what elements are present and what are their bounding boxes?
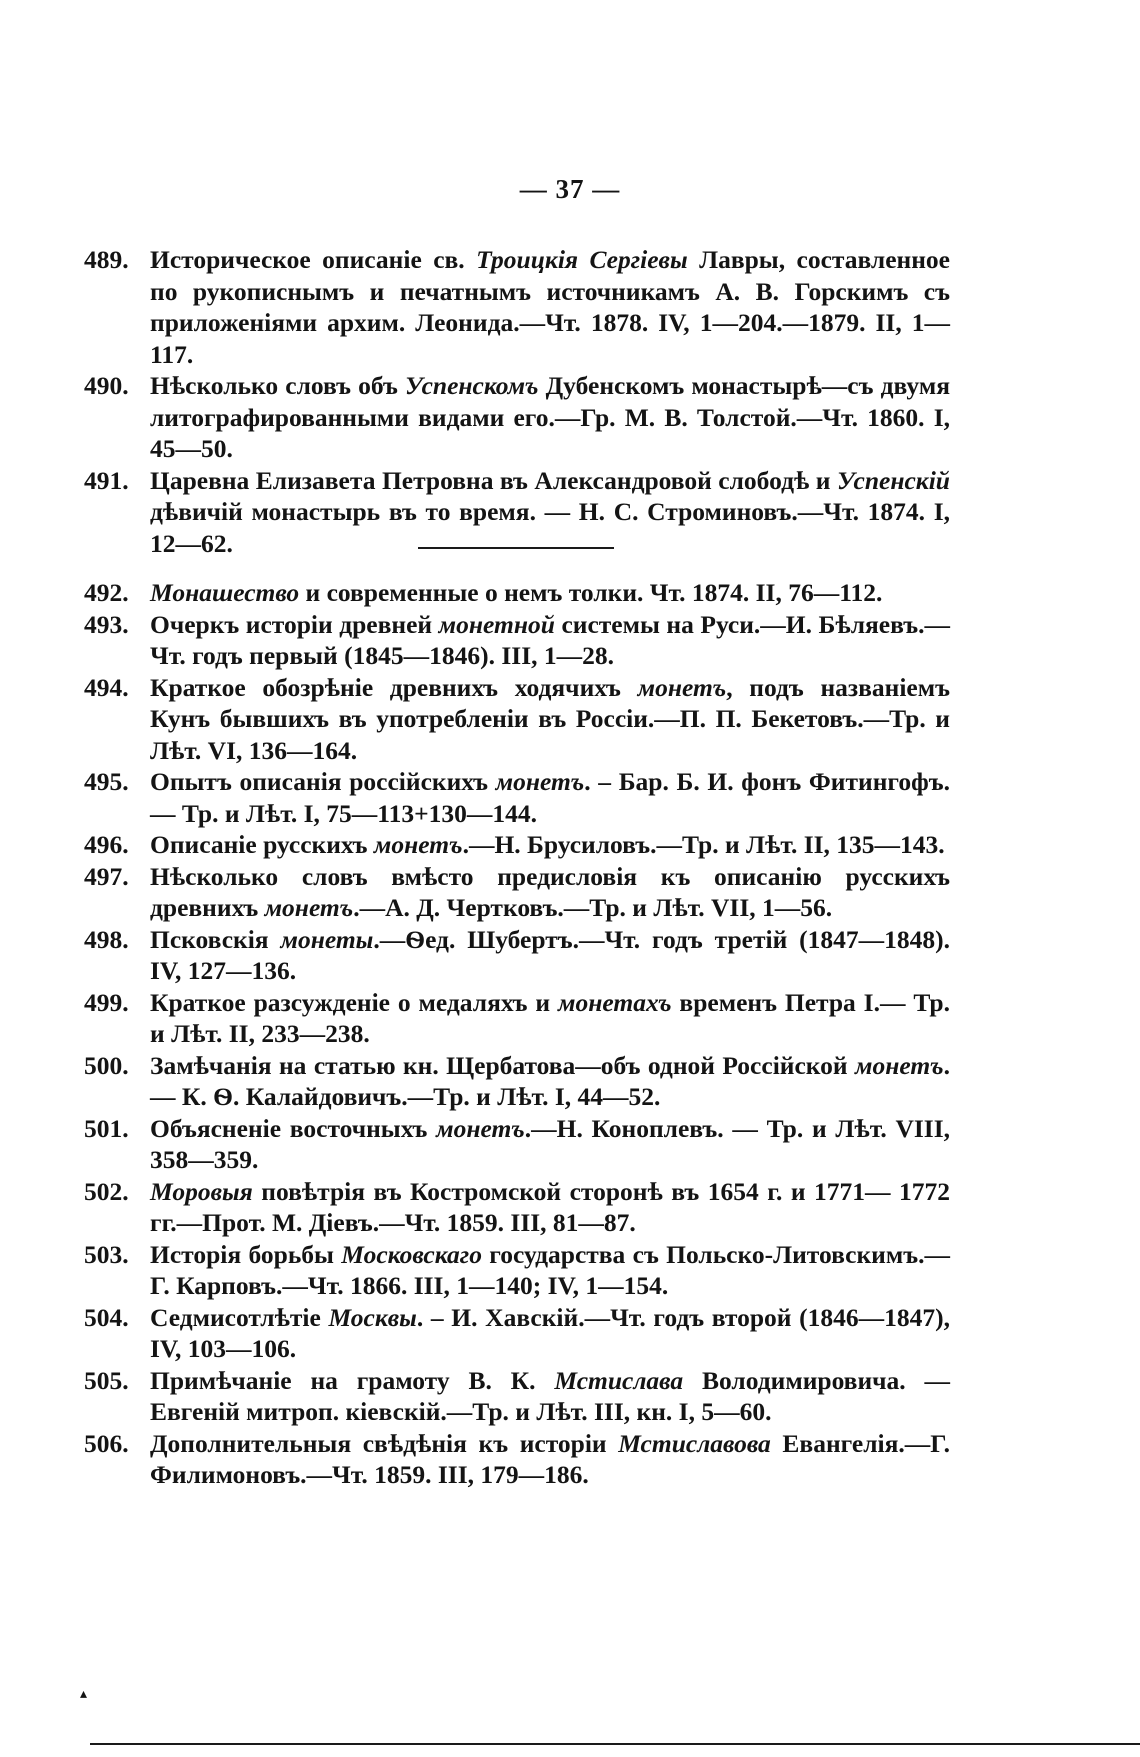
bibliography-entry	[84, 1428, 950, 1491]
entry-text: Описаніе русскихъ	[150, 830, 374, 859]
entry-number: 495.	[84, 767, 129, 796]
entry-emphasis: Мстислава	[554, 1365, 684, 1395]
entry-number: 502.	[84, 1176, 129, 1206]
entry-text: .—Н. Коноплевъ. — Тр. и Лѣт. VIII, 358—359.	[150, 1113, 951, 1174]
bibliography-entry	[84, 1302, 950, 1365]
bibliography-entry	[84, 1176, 950, 1239]
entry-emphasis: Моровыя	[150, 1176, 253, 1206]
entry-number: 489.	[84, 245, 129, 274]
bibliography-entry	[84, 370, 950, 465]
entry-text: Лавры, составленное по рукописнымъ и печатнымъ источникамъ А. В. Горскимъ съ приложеніями архим. Леонида.—Чт. 1878. IV, 1—204.—1879. II, 1—117.	[150, 245, 950, 369]
entry-number: 504.	[84, 1302, 129, 1332]
entry-number: 494.	[84, 672, 129, 702]
entry-emphasis: монетъ	[854, 1050, 944, 1080]
bibliography-entry	[84, 1239, 950, 1302]
entry-emphasis: монетъ	[495, 767, 585, 796]
entry-emphasis: монетъ	[373, 830, 463, 859]
entry-emphasis: монетахъ	[558, 987, 672, 1017]
entry-text: Седмисотлѣтіе	[150, 1302, 329, 1332]
entry-number: 498.	[84, 924, 129, 954]
bibliography-entry	[84, 244, 950, 370]
bibliography-entry	[84, 672, 950, 767]
bibliography-entry	[84, 987, 950, 1050]
entry-text: , подъ названіемъ Кунъ бывшихъ въ употребленіи въ Россіи.—П. П. Бекетовъ.—Тр. и Лѣт. VI, 136—164.	[150, 672, 950, 765]
entry-number: 492.	[84, 578, 129, 607]
entry-text: Дубенскомъ монастырѣ—съ двумя литографированными видами его.—Гр. М. В. Толстой.—Чт. 1860. I, 45—50.	[150, 371, 950, 463]
entry-number: 499.	[84, 987, 129, 1017]
entry-number: 490.	[84, 371, 129, 400]
entry-text: Псковскія	[150, 924, 281, 954]
entry-text: Замѣчанія на статью кн. Щербатова—объ одной Россійской	[150, 1050, 855, 1080]
entry-emphasis: Мстиславова	[618, 1428, 771, 1458]
entry-text: Исторія борьбы	[150, 1239, 342, 1269]
entry-emphasis: Успенскомъ	[405, 371, 539, 400]
bibliography-entry	[84, 1365, 950, 1428]
entry-text: Краткое обозрѣніе древнихъ ходячихъ	[150, 672, 638, 702]
bibliography-entry	[84, 1113, 950, 1176]
entry-emphasis: Москвы	[328, 1302, 417, 1332]
entry-text: дѣвичій монастырь въ то время. — Н. С. Строминовъ.—Чт. 1874. I, 12—62.	[150, 497, 950, 558]
entry-text: . – И. Хавскій.—Чт. годъ второй (1846—1847), IV, 103—106.	[150, 1302, 950, 1363]
entry-text: Очеркъ исторіи древней	[150, 609, 439, 639]
entry-text: и современные о немъ толки. Чт. 1874. II, 76—112.	[299, 578, 883, 607]
entry-text: Дополнительныя свѣдѣнія къ исторіи	[150, 1428, 619, 1458]
entry-text: .—Ѳед. Шубертъ.—Чт. годъ третій (1847—1848). IV, 127—136.	[150, 924, 950, 985]
entry-text: системы на Руси.—И. Бѣляевъ.— Чт. годъ первый (1845—1846). III, 1—28.	[150, 609, 950, 670]
entry-emphasis: Успенскій	[836, 465, 950, 495]
entry-emphasis: Монашество	[150, 578, 300, 607]
entry-text: Володимировича. — Евгеній митроп. кіевскій.—Тр. и Лѣт. III, кн. I, 5—60.	[150, 1365, 950, 1426]
entry-emphasis: монетной	[438, 609, 555, 639]
entry-text: временъ Петра I.— Тр. и Лѣт. II, 233—238.	[150, 987, 950, 1048]
entry-number: 501.	[84, 1113, 129, 1143]
entry-text: Объясненіе восточныхъ	[150, 1113, 437, 1143]
entry-number: 503.	[84, 1239, 129, 1269]
entry-emphasis: Троицкія Сергіевы	[476, 245, 688, 274]
entry-text: Примѣчаніе на грамоту В. К.	[150, 1365, 555, 1395]
bibliography-entry	[84, 609, 950, 672]
entry-text: государства съ Польско-Литовскимъ.— Г. Карповъ.—Чт. 1866. III, 1—140; IV, 1—154.	[150, 1239, 950, 1300]
entry-emphasis: Московскаго	[341, 1239, 482, 1269]
bibliography-entry	[84, 1050, 950, 1113]
entry-text: Краткое разсужденіе о медаляхъ и	[150, 987, 559, 1017]
page-bottom-rule	[90, 1743, 1140, 1745]
entry-text: Нѣсколько словъ вмѣсто предисловія къ описанію русскихъ древнихъ	[150, 861, 950, 922]
bibliography-entry	[84, 861, 950, 924]
entry-number: 491.	[84, 465, 129, 495]
entry-text: . – Бар. Б. И. фонъ Фитингофъ.— Тр. и Лѣт. I, 75—113+130—144.	[150, 767, 950, 828]
entry-number: 505.	[84, 1365, 129, 1395]
entry-text: Царевна Елизавета Петровна въ Александровой слободѣ и	[150, 465, 837, 495]
entry-text: .— К. Ѳ. Калайдовичъ.—Тр. и Лѣт. I, 44—52.	[150, 1050, 950, 1111]
bibliography-entry	[84, 577, 950, 609]
entry-text: Опытъ описанія россійскихъ	[150, 767, 496, 796]
entry-number: 496.	[84, 830, 129, 859]
margin-mark: ▴	[80, 1687, 88, 1702]
entry-text: повѣтрія въ Костромской сторонѣ въ 1654 г. и 1771— 1772 гг.—Прот. М. Діевъ.—Чт. 1859. III, 81—87.	[150, 1176, 950, 1237]
bibliography-entry	[84, 766, 950, 829]
entry-text: .—А. Д. Чертковъ.—Тр. и Лѣт. VII, 1—56.	[353, 893, 833, 922]
entry-emphasis: монетъ	[436, 1113, 525, 1143]
section-divider	[84, 559, 950, 577]
entry-text: Историческое описаніе св.	[150, 245, 477, 274]
entry-emphasis: монетъ	[637, 672, 727, 702]
bibliography-entry	[84, 924, 950, 987]
bibliography-list	[84, 244, 950, 1491]
entry-text: .—Н. Брусиловъ.—Тр. и Лѣт. II, 135—143.	[462, 830, 945, 859]
bibliography-entry	[84, 829, 950, 861]
entry-number: 500.	[84, 1050, 129, 1080]
entry-number: 506.	[84, 1428, 129, 1458]
entry-text: Евангелія.—Г. Филимоновъ.—Чт. 1859. III, 179—186.	[150, 1428, 950, 1489]
bibliography-entry	[84, 465, 950, 560]
entry-emphasis: монетъ	[264, 893, 354, 922]
page-number: — 37 —	[519, 174, 621, 204]
entry-emphasis: монеты	[280, 924, 374, 954]
entry-text: Нѣсколько словъ объ	[150, 371, 406, 400]
entry-number: 493.	[84, 609, 129, 639]
entry-number: 497.	[84, 861, 129, 891]
